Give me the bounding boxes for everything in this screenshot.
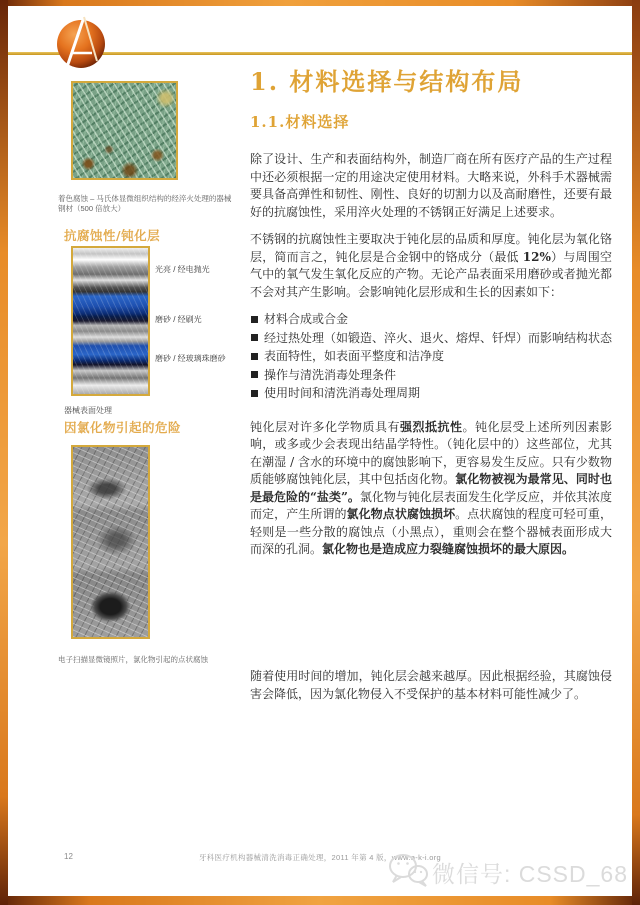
paragraph-material-selection: 除了设计、生产和表面结构外，制造厂商在所有医疗产品的生产过程中还必须根据一定的用途决定使用材料。大略来说，外科手术器械需要具备高弹性和韧性、刚性、良好的切割力以及高耐磨性，还要有最好的抗腐蚀性，采用淬火处理的不锈钢正好满足上述要求。	[250, 152, 612, 219]
p2-text: 不锈钢的抗腐蚀性主要取决于钝化层的品质和厚度。钝化层为氧化铬层，简而言之，钝化层是合金钢中的铬成分（最低	[250, 232, 612, 264]
list-item-text: 表面特性，如表面平整度和洁净度	[264, 349, 445, 363]
p3-bold: 氯化物也是造成应力裂缝腐蚀损坏的最大原因。	[322, 542, 575, 556]
paragraph-usage-time: 随着使用时间的增加，钝化层会越来越厚。因此根据经验，其腐蚀侵害会降低，因为氯化物侵入不受保护的基本材料可能性减少了。	[250, 669, 612, 701]
aki-logo-icon	[56, 14, 106, 74]
paragraph-chloride-corrosion	[250, 419, 612, 559]
square-bullet-icon	[251, 316, 258, 323]
p2-text-post: ）与周围空气中的氧气发生氧化反应的产物。无论产品表面采用磨砂或者抛光都不会对其产生影响。会影响钝化层形成和生长的因素如下：	[250, 249, 612, 299]
square-bullet-icon	[251, 334, 258, 341]
subsection-title: 1.1.材料选择	[250, 113, 350, 131]
square-bullet-icon	[251, 371, 258, 378]
list-item	[250, 384, 612, 403]
list-item	[250, 366, 612, 385]
p3-bold: 氯化物点状腐蚀损坏	[346, 507, 456, 521]
p3-text: 。钝化层受上述所列因素影响，或多或少会表现出结晶学特性。（钝化层中的）这些部位，尤其在潮湿 / 含水的环境中的腐蚀影响下，更容易发生反应。只有少数物质能够腐蚀钝化层，其中包括卤化物。	[250, 419, 612, 486]
p2-bold-value: 12%	[522, 249, 551, 264]
figure2-caption: 器械表面处理	[64, 406, 112, 415]
main-content	[250, 67, 613, 701]
page-border-bottom	[0, 896, 640, 905]
footer-source-line: 牙科医疗机构器械清洗消毒正确处理，2011 年第 4 版，www.a-k-i.org	[198, 853, 442, 862]
page-number: 12	[64, 852, 73, 861]
list-item	[250, 310, 612, 329]
square-bullet-icon	[251, 390, 258, 397]
figure-corrosion-micrograph	[71, 81, 178, 180]
list-item-text: 操作与清洗消毒处理条件	[264, 367, 397, 382]
list-item-text: 材料合成或合金	[264, 312, 349, 326]
figure-surface-finishes	[71, 246, 150, 396]
surface-finish-label-1: 光亮 / 经电抛光	[155, 265, 210, 274]
page-border-top	[0, 0, 640, 6]
section-title: 1. 材料选择与结构布局	[250, 67, 524, 96]
p3-bold: 强烈抵抗性	[399, 419, 463, 434]
p3-text: 钝化层对许多化学物质具有	[250, 419, 400, 434]
wechat-watermark	[388, 853, 628, 891]
figure3-caption: 电子扫描显微镜照片，氯化物引起的点状腐蚀	[58, 654, 208, 664]
p3-text: 氯化物与钝化层表面发生化学反应，并依其浓度而定，产生所谓的	[250, 489, 612, 521]
list-item	[250, 347, 612, 366]
wechat-icon	[388, 853, 428, 891]
p3-bold: 氯化物被视为最常见、同时也是最危险的“盐类”。	[250, 472, 612, 504]
wechat-id-text: 微信号: CSSD_68	[431, 860, 628, 887]
list-item-text: 经过热处理（如锻造、淬火、退火、熔焊、钎焊）而影响结构状态	[264, 330, 613, 345]
figure-sem-pitting	[71, 445, 150, 639]
influence-factor-list	[250, 310, 612, 403]
page-border-right	[632, 0, 640, 905]
list-item	[250, 329, 612, 348]
sidebar-heading-passivation: 抗腐蚀性/钝化层	[64, 228, 161, 243]
figure1-caption: 着色腐蚀 – 马氏体显微组织结构的经淬火处理的器械钢材（500 倍放大）	[58, 193, 232, 213]
square-bullet-icon	[251, 353, 258, 360]
surface-finish-label-2: 磨砂 / 经刷光	[155, 315, 202, 324]
p3-text: 。点状腐蚀的程度可轻可重，轻则是一些分散的腐蚀点（小黑点），重则会在整个器械表面形成大而深的孔洞。	[250, 507, 612, 556]
surface-finish-label-3: 磨砂 / 经玻璃珠磨砂	[155, 354, 226, 363]
sidebar-heading-chloride-risk: 因氯化物引起的危险	[64, 420, 182, 435]
page-border-left	[0, 0, 8, 905]
paragraph-passivation-layer	[250, 231, 612, 301]
list-item-text: 使用时间和清洗消毒处理周期	[264, 386, 421, 400]
